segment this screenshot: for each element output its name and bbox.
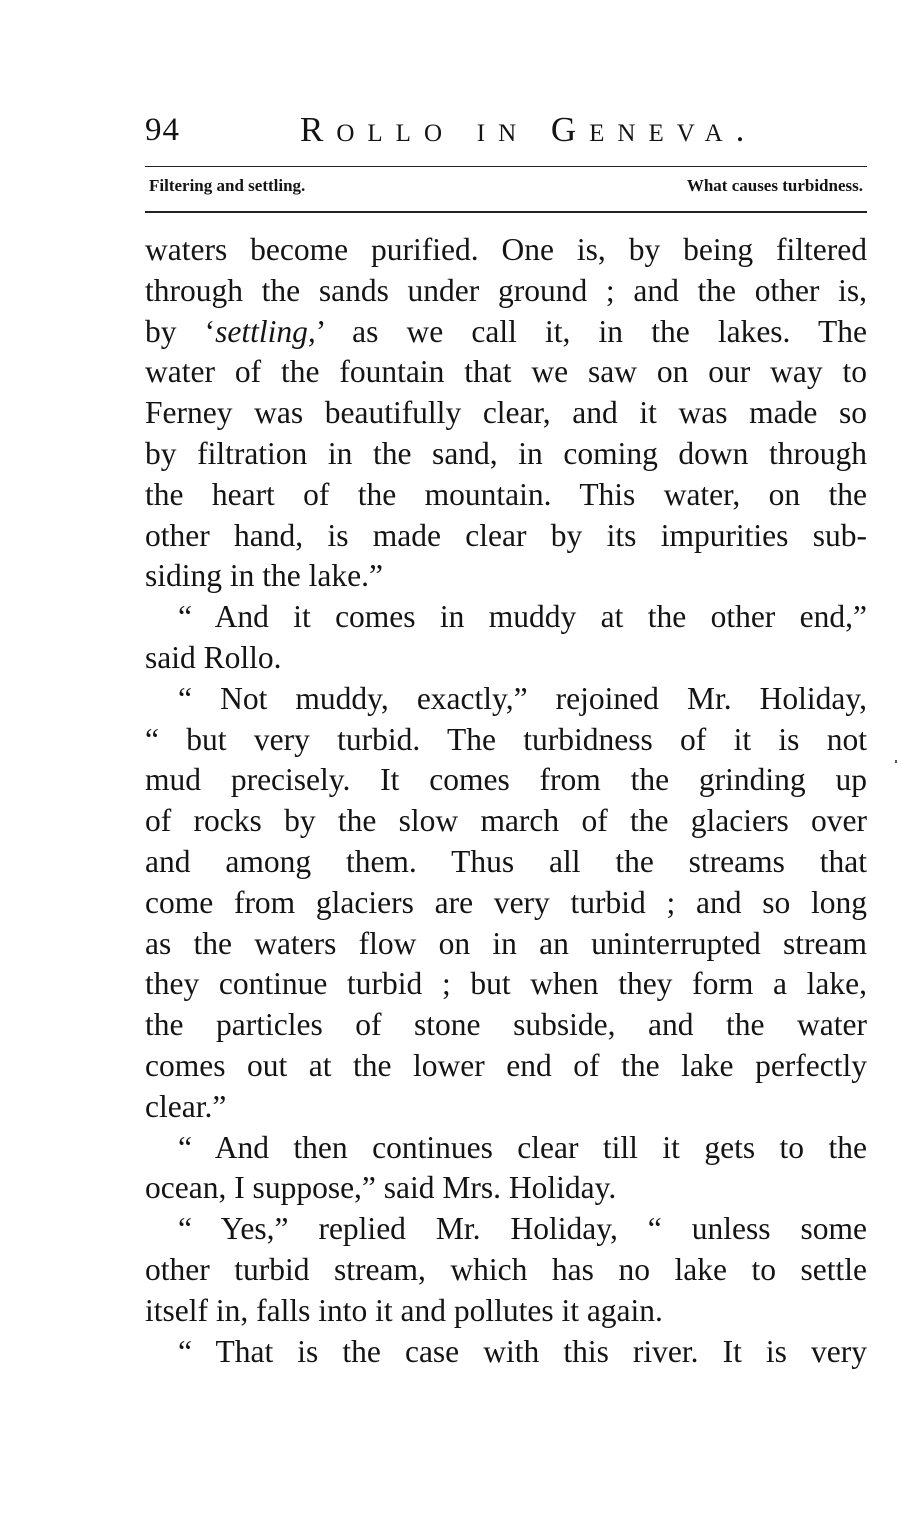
italic-word-settling: settling, <box>215 313 316 349</box>
subhead-left: Filtering and settling. <box>149 176 306 195</box>
text-line: mud precisely. It comes from the grinding up <box>145 762 867 798</box>
header-rule-top <box>145 166 867 167</box>
text-line: come from glaciers are very turbid ; and so long <box>145 884 867 920</box>
text-line: comes out at the lower end of the lake perfectly <box>145 1047 867 1083</box>
text-line: clear.” <box>145 1088 227 1124</box>
text-line: the particles of stone subside, and the water <box>145 1007 867 1043</box>
text-line: “ Not muddy, exactly,” rejoined Mr. Holiday, <box>178 680 867 716</box>
text-line: other hand, is made clear by its impurities sub- <box>145 517 867 553</box>
running-subheads <box>145 176 867 202</box>
text-line: as the waters flow on in an uninterrupted stream <box>145 925 867 961</box>
text-line: by filtration in the sand, in coming down through <box>145 435 867 471</box>
text-line: other turbid stream, which has no lake to settle <box>145 1251 867 1287</box>
text-line: by ‘settling,’ as we call it, in the lakes. The <box>145 313 867 349</box>
page-number: 94 <box>145 112 180 148</box>
text-line: through the sands under ground ; and the other is, <box>145 272 867 308</box>
text-line: ocean, I suppose,” said Mrs. Holiday. <box>145 1170 617 1206</box>
text-line: the heart of the mountain. This water, on the <box>145 476 867 512</box>
text-line: “ Yes,” replied Mr. Holiday, “ unless some <box>178 1211 867 1247</box>
text-line: Ferney was beautifully clear, and it was made so <box>145 395 867 431</box>
text-line: said Rollo. <box>145 639 282 675</box>
text-line: “ And then continues clear till it gets to the <box>178 1129 867 1165</box>
header-rule-bottom <box>145 211 867 213</box>
text-line: “ That is the case with this river. It is very <box>178 1333 867 1369</box>
print-speck <box>895 760 897 763</box>
subhead-right: What causes turbidness. <box>686 176 863 195</box>
book-page <box>145 108 867 1369</box>
text-line: “ And it comes in muddy at the other end,” <box>178 599 867 635</box>
text-line: and among them. Thus all the streams that <box>145 843 867 879</box>
text-line: waters become purified. One is, by being filtered <box>145 232 867 267</box>
text-line: water of the fountain that we saw on our way to <box>145 354 867 390</box>
book-title: Rollo in Geneva. <box>300 110 758 149</box>
text-line: itself in, falls into it and pollutes it again. <box>145 1292 663 1328</box>
text-line: they continue turbid ; but when they form a lake, <box>145 966 867 1002</box>
text-line: “ but very turbid. The turbidness of it is not <box>145 721 867 757</box>
text-line: of rocks by the slow march of the glaciers over <box>145 803 867 839</box>
text-line: siding in the lake.” <box>145 558 383 594</box>
running-head <box>145 108 867 152</box>
body-text <box>145 230 867 1372</box>
